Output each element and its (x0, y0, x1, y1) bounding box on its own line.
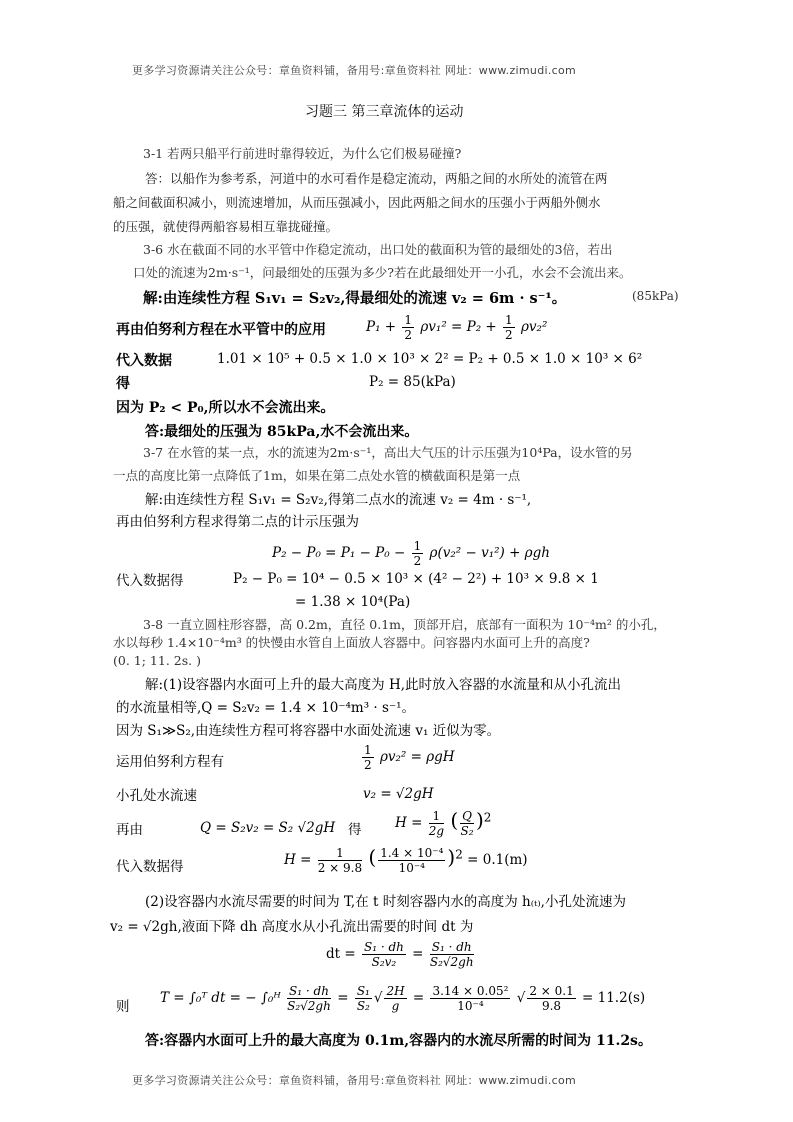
solution-3-7-eq-3: = 1.38 × 10⁴(Pa) (295, 594, 411, 610)
solution-3-7-eq-1 (272, 539, 550, 568)
question-3-7-line-1: 3-7 在水管的某一点，水的流速为2m·s⁻¹，高出大气压的计示压强为10⁴Pa，设水管的另 (143, 445, 633, 460)
solution-3-8-s11-label: 则 (116, 999, 130, 1015)
solution-3-8-s6-eq: Q = S₂v₂ = S₂ √2gH (200, 820, 336, 836)
solution-3-6-conclusion: 因为 P₂ < P₀,所以水不会流出来。 (116, 400, 335, 416)
question-3-6-line-2: 口处的流速为2m·s⁻¹，问最细处的压强为多少?若在此最细处开一小孔，水会不会流出来。 (133, 265, 632, 280)
answer-3-8: 答:容器内水面可上升的最大高度为 0.1m,容器内的水流尽所需的时间为 11.2s。 (145, 1033, 652, 1049)
solution-3-8-s7-eq: H = $\frac{1}{2 \times 9.8}$ ( $\frac{\text{1.4 × 10⁻⁴}}{\text{10⁻⁴}}$ )$^2$ = 0.1(m) (284, 845, 528, 875)
s11-end: = 11.2(s) (582, 990, 646, 1006)
solution-3-6-substitute-label: 代入数据 (116, 353, 172, 369)
solution-3-8-s1: 解:(1)设容器内水面可上升的最大高度为 H,此时放入容器的水流量和从小孔流出 (145, 677, 622, 693)
solution-3-6-result-eq: P₂ = 85(kPa) (369, 374, 456, 390)
answer-hint-3-6: (85kPa) (632, 289, 679, 303)
solution-3-8-s8: (2)设容器内水流尽需要的时间为 T,在 t 时刻容器内水的高度为 h₍ₜ₎,小孔处流速为 (145, 894, 626, 910)
fraction-q-value: $\frac{\text{1.4 × 10⁻⁴}}{\text{10⁻⁴}}$ (380, 846, 444, 875)
eq1-lhs: P₂ − P₀ = P₁ − P₀ − (272, 545, 406, 561)
s11-eq-text: T = ∫₀ᵀ dt = − ∫₀ᴴ (160, 990, 281, 1006)
answer-3-1-line-2: 船之间截面积减小，则流速增加，从而压强减小，因此两船之间水的压强小于两船外侧水 (113, 195, 601, 210)
solution-3-6-result-label: 得 (116, 376, 130, 392)
fraction-1-over-2g: $\frac{1}{2g}$ (428, 809, 445, 838)
solution-3-8-s9: v₂ = √2gh,液面下降 dh 高度水从小孔流出需要的时间 dt 为 (110, 919, 474, 935)
fraction-s1-s2: $\frac{\text{S₁}}{\text{S₂}}$ (356, 984, 370, 1013)
solution-3-8-s5-eq: v₂ = √2gH (363, 786, 434, 802)
solution-3-6-bernoulli-label: 再由伯努利方程在水平管中的应用 (116, 322, 326, 338)
solution-3-8-s7-label: 代入数据得 (116, 859, 184, 875)
solution-3-7-bernoulli-label: 再由伯努利方程求得第二点的计示压强为 (116, 514, 359, 530)
solution-3-8-s4-eq (360, 743, 455, 772)
question-3-7-line-2: 一点的高度比第一点降低了1m，如果在第二点处水管的横截面积是第一点 (113, 468, 521, 483)
question-3-8-line-1: 3-8 一直立圆柱形容器，高 0.2m，直径 0.1m，顶部开启，底部有一面积为 10⁻⁴m² 的小孔， (143, 617, 666, 632)
answer-3-6: 答:最细处的压强为 85kPa,水不会流出来。 (145, 424, 419, 440)
solution-3-8-s5-label: 小孔处水流速 (116, 788, 197, 804)
s6-eq2-lhs: H = (395, 815, 423, 831)
solution-3-8-s10-eq: dt = $\frac{\text{S₁ · dh}}{\text{S₂v₂}}$ = $\frac{\text{S₁ · dh}}{\text{S₂√2gh}}$ (326, 940, 474, 969)
fraction-1-over-19.6: $\frac{1}{2 \times 9.8}$ (317, 846, 363, 875)
fraction-integrand: $\frac{\text{S₁ · dh}}{\text{S₂√2gh}}$ (287, 984, 331, 1013)
s11-mid: = (412, 990, 425, 1006)
answer-3-1-line-3: 的压强，就使得两船容易相互靠拢碰撞。 (113, 219, 339, 234)
solution-3-6-substitute-eq: 1.01 × 10⁵ + 0.5 × 1.0 × 10³ × 2² = P₂ + 0.5 × 1.0 × 10³ × 6² (217, 351, 643, 367)
page-header: 更多学习资源请关注公众号：章鱼资料铺，备用号:章鱼资料社 网址：www.zimudi.com (132, 64, 577, 77)
fraction-half: $\frac{1}{2}$ (404, 313, 413, 342)
answer-3-1-line-1: 答：以船作为参考系，河道中的水可看作是稳定流动，两船之间的水所处的流管在两 (145, 171, 608, 186)
s4-eq-text: ρv₂² = ρgH (379, 749, 455, 765)
question-3-8-line-2: 水以每秒 1.4×10⁻⁴m³ 的快慢由水管自上面放人容器中。问容器内水面可上升的高度? (113, 635, 590, 650)
solution-3-8-s4-label: 运用伯努利方程有 (116, 754, 224, 770)
fraction-area: $\frac{\text{3.14 × 0.05²}}{\text{10⁻⁴}}$ (432, 984, 509, 1013)
fraction-2h-g: $\frac{2H}{g}$ (386, 984, 405, 1013)
fraction-time: $\frac{2 \times 0.1}{9.8}$ (529, 984, 574, 1013)
s10-lhs: dt = (326, 946, 356, 962)
page-title: 习题三 第三章流体的运动 (305, 104, 464, 120)
s7-eq-rhs: = 0.1(m) (467, 852, 528, 868)
solution-3-7-continuity: 解:由连续性方程 S₁v₁ = S₂v₂,得第二点水的流速 v₂ = 4m · s⁻¹, (145, 492, 532, 508)
question-3-1: 3-1 若两只船平行前进时靠得较近，为什么它们极易碰撞? (143, 146, 462, 161)
question-3-6-line-1: 3-6 水在截面不同的水平管中作稳定流动，出口处的截面积为管的最细处的3倍，若出 (143, 242, 613, 257)
fraction-q-over-s2: $\frac{Q}{\text{S₂}}$ (460, 809, 474, 838)
question-3-8-line-3: (0. 1; 11. 2s. ) (113, 653, 201, 668)
fraction-half: $\frac{1}{2}$ (364, 743, 372, 772)
solution-3-8-s6-eq2: H = $\frac{1}{2g}$ ( $\frac{Q}{\text{S₂}}$ )$^2$ (395, 808, 492, 838)
solution-3-7-eq-2: P₂ − P₀ = 10⁴ − 0.5 × 10³ × (4² − 2²) + 10³ × 9.8 × 1 (233, 571, 599, 587)
fraction-dt-1: $\frac{\text{S₁ · dh}}{\text{S₂v₂}}$ (363, 940, 404, 969)
eq1-rhs: ρ(v₂² − v₁²) + ρgh (429, 545, 550, 561)
bernoulli-lhs: P₁ + (366, 319, 397, 335)
solution-3-8-s3: 因为 S₁≫S₂,由连续性方程可将容器中水面处流速 v₁ 近似为零。 (116, 723, 501, 739)
fraction-dt-2: $\frac{\text{S₁ · dh}}{\text{S₂√2gh}}$ (429, 940, 474, 969)
fraction-half: $\frac{1}{2}$ (505, 313, 513, 342)
fraction-half: $\frac{1}{2}$ (413, 539, 422, 568)
solution-3-8-s6-then: 得 (348, 822, 362, 838)
bernoulli-end: ρv₂² (520, 319, 548, 335)
page-footer: 更多学习资源请关注公众号：章鱼资料铺，备用号:章鱼资料社 网址：www.zimudi.com (132, 1074, 577, 1087)
solution-3-7-substitute-label: 代入数据得 (116, 573, 184, 589)
solution-3-6-continuity: 解:由连续性方程 S₁v₁ = S₂v₂,得最细处的流速 v₂ = 6m · s⁻¹。 (143, 290, 567, 307)
s7-eq-lhs: H = (284, 852, 312, 868)
solution-3-6-bernoulli-eq (366, 313, 547, 342)
solution-3-8-s11-eq: T = ∫₀ᵀ dt = − ∫₀ᴴ $\frac{\text{S₁ · dh}}{\text{S₂√2gh}}$ = $\frac{\text{S₁}}{\text{S₂}}$ √ $\frac{2H}{g}$ = $\frac{\text{3.14 × 0.05²}}{\text{10⁻⁴}}$ √ $\frac{2 \times 0.1}{9.8}$ = 11.2(s) (160, 984, 646, 1013)
bernoulli-mid: ρv₁² = P₂ + (420, 319, 497, 335)
solution-3-8-s6-label: 再由 (116, 822, 143, 838)
solution-3-8-s2: 的水流量相等,Q = S₂v₂ = 1.4 × 10⁻⁴m³ · s⁻¹。 (116, 700, 415, 716)
